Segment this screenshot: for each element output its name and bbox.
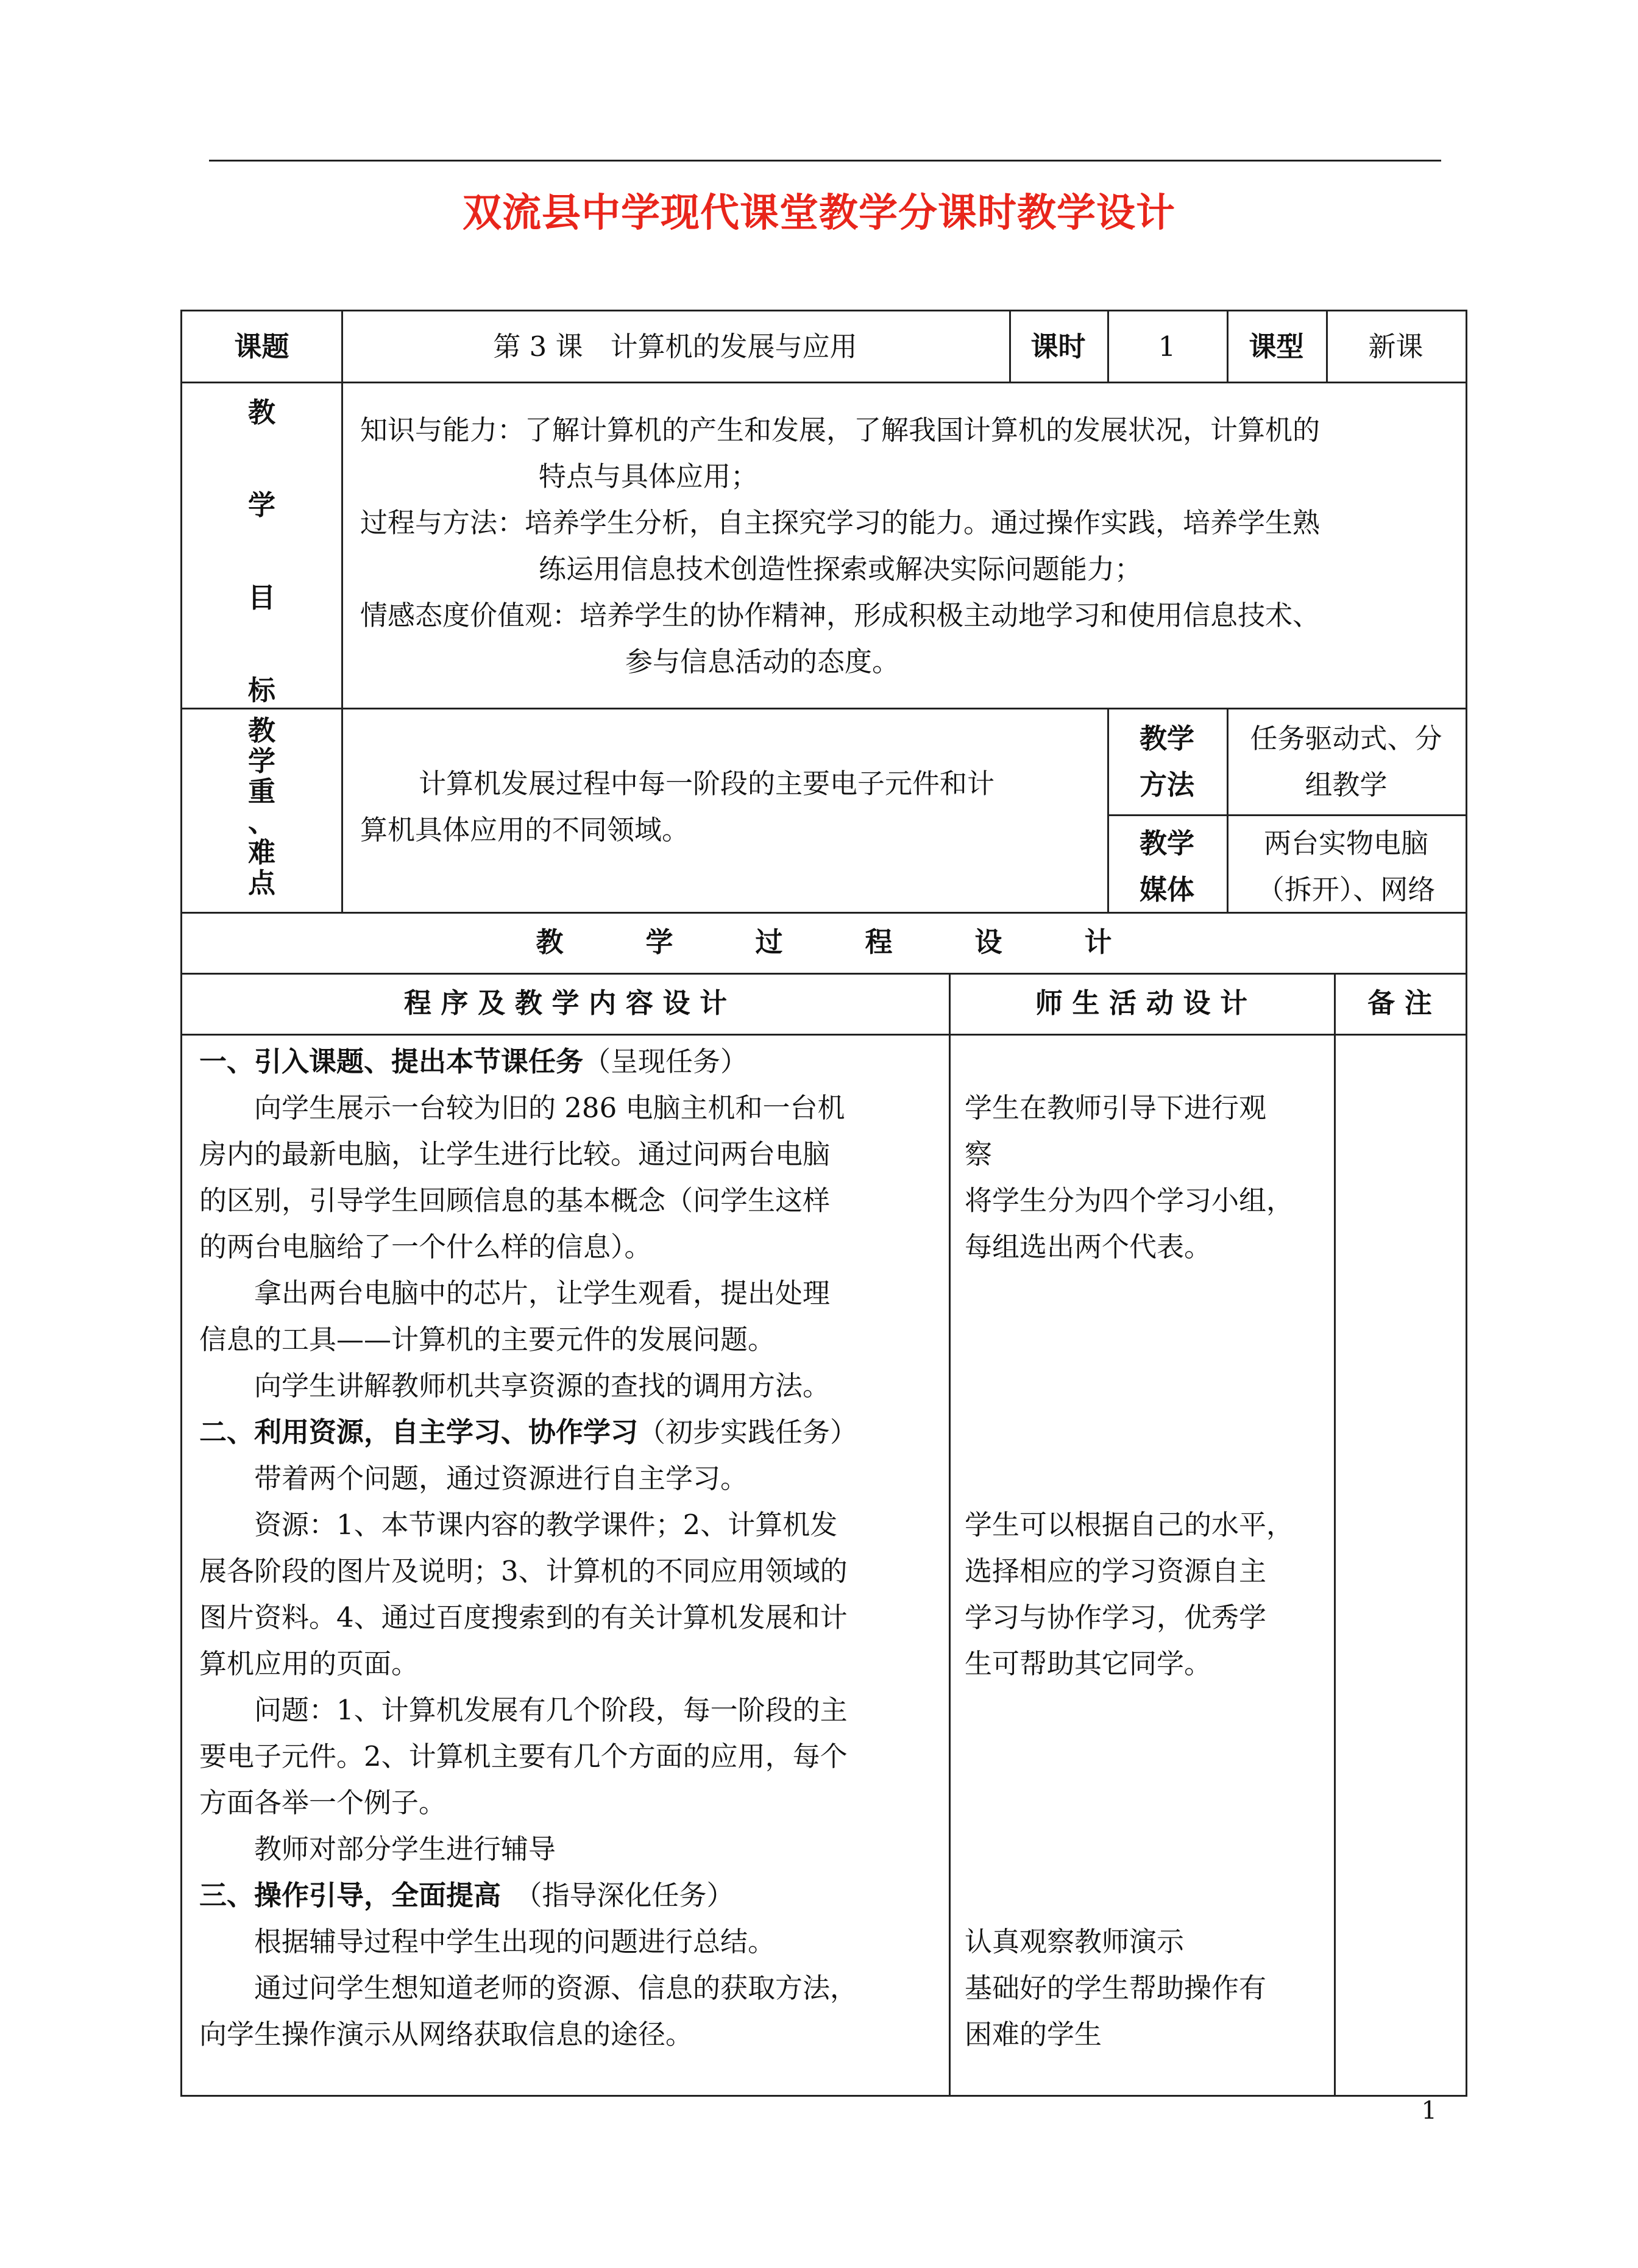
column-content-header: 程 序 及 教 学 内 容 设 计 [403, 987, 728, 1019]
content-line [199, 1872, 943, 1919]
content-line: 通过问学生想知道老师的资源、信息的获取方法， [199, 1972, 858, 2004]
content-line: 房内的最新电脑，让学生进行比较。通过问两台电脑 [199, 1138, 831, 1170]
activity-line [965, 1039, 1330, 1085]
emotion-line-1: 情感态度价值观：培养学生的协作精神，形成积极主动地学习和使用信息技术、 [360, 599, 1321, 631]
media-label-line: 教学 [1139, 827, 1194, 859]
content-line: 图片资料。4、通过百度搜索到的有关计算机发展和计 [199, 1601, 848, 1633]
content-line: 根据辅导过程中学生出现的问题进行总结。 [199, 1925, 776, 1958]
media-label [1107, 820, 1227, 913]
process-line-1: 过程与方法：培养学生分析，自主探究学习的能力。通过操作实践，培养学生熟 [360, 507, 1321, 539]
content-line: 展各阶段的图片及说明；3、计算机的不同应用领域的 [199, 1555, 848, 1587]
content-column [199, 1039, 943, 2058]
activity-line: 察 [965, 1138, 993, 1170]
objectives-label-char: 学 [247, 489, 275, 521]
keypoints-label-char: 教 [247, 714, 275, 747]
hours-label: 课时 [1030, 330, 1086, 363]
activity-line: 认真观察教师演示 [965, 1925, 1185, 1958]
activity-line [965, 1733, 1330, 1780]
activity-line: 选择相应的学习资源自主 [965, 1555, 1267, 1587]
content-line: 向学生展示一台较为旧的 286 电脑主机和一台机 [199, 1092, 845, 1124]
activity-line: 学生在教师引导下进行观 [965, 1092, 1267, 1124]
section-note: （指导深化任务） [501, 1879, 734, 1911]
content-line [199, 1039, 943, 1085]
content-line: 要电子元件。2、计算机主要有几个方面的应用，每个 [199, 1740, 848, 1772]
section-heading: 三、操作引导，全面提高 [199, 1879, 502, 1911]
activity-line: 生可帮助其它同学。 [965, 1648, 1212, 1680]
content-line: 资源：1、本节课内容的教学课件；2、计算机发 [199, 1509, 838, 1541]
rule-v-label [341, 311, 343, 912]
keypoints-label-char: 学 [247, 745, 275, 777]
activity-column [965, 1039, 1330, 2058]
activity-line [965, 1872, 1330, 1919]
content-line: 方面各举一个例子。 [199, 1786, 447, 1819]
activity-line: 困难的学生 [965, 2018, 1102, 2050]
knowledge-line-2: 特点与具体应用； [539, 460, 759, 492]
method-value [1227, 716, 1466, 808]
activity-line: 学习与协作学习，优秀学 [965, 1601, 1267, 1633]
content-line: 教师对部分学生进行辅导 [199, 1833, 556, 1865]
process-line-2: 练运用信息技术创造性探索或解决实际问题能力； [539, 553, 1143, 585]
objectives-label-char: 教 [247, 396, 275, 428]
activity-line [965, 1687, 1330, 1733]
method-value-line: 组教学 [1305, 769, 1388, 801]
activity-line: 学生可以根据自己的水平， [965, 1509, 1294, 1541]
content-line: 带着两个问题，通过资源进行自主学习。 [199, 1462, 748, 1495]
media-label-line: 媒体 [1139, 873, 1194, 906]
process-header: 教 学 过 程 设 计 [536, 926, 1112, 958]
section-heading: 一、引入课题、提出本节课任务 [199, 1045, 584, 1078]
objectives-content [360, 407, 1457, 685]
hours-value: 1 [1158, 330, 1176, 363]
rule-h2 [182, 708, 1466, 709]
media-value-line: 两台实物电脑 [1263, 827, 1428, 859]
topic-value: 第 3 课 计算机的发展与应用 [493, 330, 857, 363]
activity-line [965, 1826, 1330, 1872]
activity-line: 将学生分为四个学习小组， [965, 1184, 1294, 1217]
content-line: 信息的工具——计算机的主要元件的发展问题。 [199, 1323, 776, 1356]
keypoints-line-1: 计算机发展过程中每一阶段的主要电子元件和计 [419, 767, 995, 800]
objectives-label-char: 标 [247, 674, 275, 706]
content-line: 的区别，引导学生回顾信息的基本概念（问学生这样 [199, 1184, 831, 1217]
activity-line: 基础好的学生帮助操作有 [965, 1972, 1267, 2004]
keypoints-label-char: 重 [247, 775, 275, 808]
content-line [199, 1409, 943, 1456]
rule-h6 [182, 1034, 1466, 1036]
page-number: 1 [1421, 2097, 1437, 2125]
keypoints-line-2: 算机具体应用的不同领域。 [360, 814, 690, 846]
method-label [1107, 716, 1227, 808]
rule-v-activity [949, 973, 951, 2095]
keypoints-label-char: 、 [247, 806, 275, 838]
lesson-plan-table [180, 310, 1467, 2097]
objectives-label [182, 389, 341, 716]
top-rule [209, 160, 1441, 162]
column-activity-header: 师 生 活 动 设 计 [1035, 987, 1248, 1019]
activity-line [965, 1780, 1330, 1826]
keypoints-content [360, 761, 1097, 853]
content-line: 拿出两台电脑中的芯片，让学生观看，提出处理 [199, 1277, 831, 1309]
content-line: 的两台电脑给了一个什么样的信息）。 [199, 1231, 652, 1263]
objectives-label-char: 目 [247, 581, 275, 614]
section-note: （初步实践任务） [638, 1416, 858, 1448]
keypoints-label-char: 难 [247, 836, 275, 869]
content-line: 问题：1、计算机发展有几个阶段，每一阶段的主 [199, 1694, 848, 1726]
document-title: 双流县中学现代课堂教学分课时教学设计 [463, 191, 1175, 236]
activity-line: 每组选出两个代表。 [965, 1231, 1212, 1263]
activity-line [965, 1409, 1330, 1456]
rule-h3 [1107, 814, 1466, 816]
method-label-line: 教学 [1139, 722, 1194, 755]
method-value-line: 任务驱动式、分 [1250, 722, 1442, 755]
keypoints-label [182, 716, 341, 898]
content-line: 算机应用的页面。 [199, 1648, 419, 1680]
content-line: 向学生讲解教师机共享资源的查找的调用方法。 [199, 1370, 831, 1402]
section-note: （呈现任务） [583, 1045, 748, 1078]
activity-line [965, 1270, 1330, 1317]
type-label: 课型 [1249, 330, 1304, 363]
topic-label: 课题 [234, 330, 289, 363]
content-line: 向学生操作演示从网络获取信息的途径。 [199, 2018, 693, 2050]
keypoints-label-char: 点 [247, 867, 275, 899]
column-notes-header: 备 注 [1367, 987, 1432, 1019]
media-value-line: （拆开）、网络 [1257, 873, 1436, 906]
activity-line [965, 1363, 1330, 1409]
knowledge-line-1: 知识与能力：了解计算机的产生和发展，了解我国计算机的发展状况，计算机的 [360, 414, 1321, 446]
activity-line [965, 1456, 1330, 1502]
emotion-line-2: 参与信息活动的态度。 [625, 645, 900, 678]
media-value [1227, 820, 1466, 913]
type-value: 新课 [1368, 330, 1424, 363]
rule-h1 [182, 382, 1466, 383]
method-label-line: 方法 [1139, 769, 1194, 801]
section-heading: 二、利用资源，自主学习、协作学习 [199, 1416, 639, 1448]
activity-line [965, 1317, 1330, 1363]
notes-column [1334, 1034, 1466, 2095]
